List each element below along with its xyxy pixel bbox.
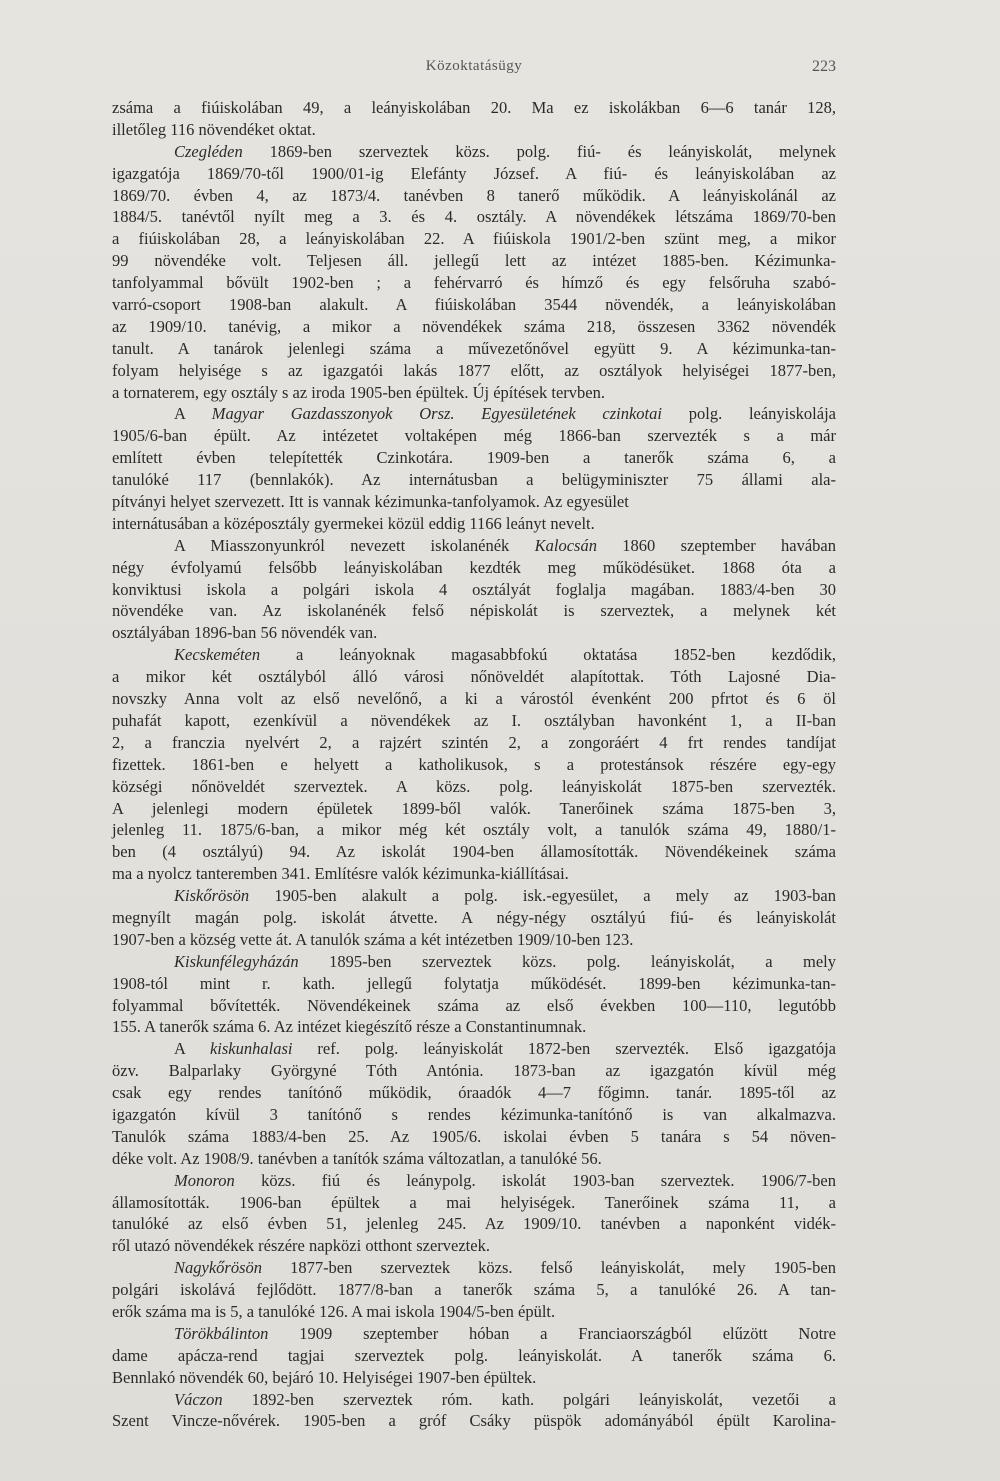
text-line	[112, 1301, 836, 1323]
text-run: megnyílt magán polg. iskolát átvette. A négy-négy osztályú fiú- és leányiskolát	[112, 907, 836, 927]
italic-term: Czegléden	[174, 141, 243, 161]
text-line	[112, 1410, 836, 1432]
text-run: ben (4 osztályú) 94. Az iskolát 1904-ben államosították. Növendékeinek száma	[112, 842, 836, 862]
text-line	[112, 644, 836, 666]
text-line	[112, 666, 836, 688]
text-run: folyammal bővítették. Növendékeinek száma az első években 100—110, legutóbb	[112, 995, 836, 1015]
italic-term: Magyar Gazdasszonyok Orsz. Egyesületének czinkotai	[211, 404, 662, 424]
text-run: folyam helyisége s az igazgatói lakás 1877 előtt, az osztályok helyiségei 1877-ben,	[112, 360, 836, 380]
text-line	[112, 1235, 836, 1257]
text-line	[112, 951, 836, 973]
text-line	[112, 907, 836, 929]
text-run: Tanulók száma 1883/4-ben 25. Az 1905/6. iskolai évben 5 tanára s 54 növen-	[112, 1126, 836, 1146]
text-line	[112, 995, 836, 1017]
text-run: A	[174, 1039, 210, 1059]
text-run: 1909 szeptember hóban a Franciaországból elűzött Notre	[268, 1323, 836, 1343]
italic-term: Kiskőrösön	[174, 886, 250, 906]
text-run: igazgatón kívül 3 tanítónő s rendes kézimunka-tanítónő is van alkalmazva.	[112, 1104, 836, 1124]
text-line	[112, 403, 836, 425]
text-run: Bennlakó növendék 60, bejáró 10. Helyiségei 1907-ben épültek.	[112, 1367, 537, 1387]
text-line	[112, 141, 836, 163]
text-run: konviktusi iskola a polgári iskola 4 osztályát foglalja magában. 1883/4-ben 30	[112, 579, 836, 599]
text-run: 1908-tól mint r. kath. jellegű folytatja működését. 1899-ben kézimunka-tan-	[112, 973, 836, 993]
text-line	[112, 688, 836, 710]
text-line	[112, 163, 836, 185]
text-run: zsáma a fiúiskolában 49, a leányiskolában 20. Ma ez iskolákban 6—6 tanár 128,	[112, 98, 836, 117]
text-line	[112, 1192, 836, 1214]
text-run: a mikor két osztályból álló városi nőnöveldét alapítottak. Tóth Lajosné Dia-	[112, 667, 836, 687]
text-line	[112, 491, 836, 513]
text-line	[112, 1126, 836, 1148]
text-line	[112, 732, 836, 754]
text-line	[112, 1389, 836, 1411]
text-line	[112, 250, 836, 272]
text-line	[112, 1279, 836, 1301]
text-line	[112, 228, 836, 250]
body-text	[112, 97, 836, 1432]
page-number: 223	[812, 58, 836, 75]
text-run: 1907-ben a község vette át. A tanulók száma a két intézetben 1909/10-ben 123.	[112, 929, 634, 949]
text-run: déke volt. Az 1908/9. tanévben a tanítók száma változatlan, a tanulóké 56.	[112, 1148, 602, 1168]
text-run: polgári iskolává fejlődött. 1877/8-ban a tanerők száma 5, a tanulóké 26. A tan-	[112, 1280, 836, 1300]
running-title: Közoktatásügy	[425, 58, 523, 74]
text-run: tanfolyammal bővült 1902-ben ; a fehérvarró és hímző és egy felsőruha szabó-	[112, 273, 836, 293]
text-run: községi nőnöveldét szerveztek. A közs. polg. leányiskolát 1875-ben szervezték.	[112, 776, 836, 796]
text-run: dame apácza-rend tagjai szerveztek polg. leányiskolát. A tanerők száma 6.	[112, 1345, 836, 1365]
text-run: a fiúiskolában 28, a leányiskolában 22. A fiúiskola 1901/2-ben szünt meg, a mikor	[112, 229, 836, 249]
text-run: ma a nyolcz tanteremben 341. Említésre valók kézimunka-kiállításai.	[112, 864, 569, 884]
text-line	[112, 535, 836, 557]
text-run: tanulóké az első évben 51, jelenleg 245. Az 1909/10. tanévben a naponként vidék-	[112, 1214, 836, 1234]
text-line	[112, 425, 836, 447]
text-line	[112, 798, 836, 820]
text-line	[112, 973, 836, 995]
text-line	[112, 1323, 836, 1345]
italic-term: Nagykőrösön	[174, 1258, 262, 1278]
text-run: csak egy rendes tanítónő működik, óraadók 4—7 főgimn. tanár. 1895-től az	[112, 1083, 836, 1103]
text-line	[112, 469, 836, 491]
text-run: a tornaterem, egy osztály s az iroda 1905-ben épültek. Új építések tervben.	[112, 382, 605, 402]
text-line	[112, 1345, 836, 1367]
text-run: özv. Balparlaky Györgyné Tóth Antónia. 1873-ban az igazgatón kívül még	[112, 1061, 836, 1081]
text-line	[112, 819, 836, 841]
text-run: 1892-ben szerveztek róm. kath. polgári leányiskolát, vezetői a	[222, 1389, 836, 1409]
text-line	[112, 929, 836, 951]
text-run: 1869/70. évben 4, az 1873/4. tanévben 8 tanerő működik. A leányiskolánál az	[112, 185, 836, 205]
text-line	[112, 710, 836, 732]
text-run: négy évfolyamú felsőbb leányiskolában kezdték meg működésüket. 1868 óta a	[112, 557, 836, 577]
italic-term: Kecskeméten	[174, 645, 261, 665]
text-line	[112, 754, 836, 776]
text-line	[112, 1082, 836, 1104]
text-run: illetőleg 116 növendéket oktat.	[112, 119, 316, 139]
text-run: 1877-ben szerveztek közs. felső leányiskolát, mely 1905-ben	[262, 1258, 836, 1278]
text-run: tanult. A tanárok jelenlegi száma a művezetőnővel együtt 9. A kézimunka-tan-	[112, 338, 836, 358]
text-line	[112, 622, 836, 644]
italic-term: Kalocsán	[534, 535, 597, 555]
text-run: A Miasszonyunkról nevezett iskolanénék	[174, 535, 535, 555]
text-run: 1905/6-ban épült. Az intézetet voltaképen még 1866-ban szervezték s a már	[112, 426, 836, 446]
text-run: 1895-ben szerveztek közs. polg. leányiskolát, a mely	[298, 951, 836, 971]
text-line	[112, 885, 836, 907]
text-run: 1905-ben alakult a polg. isk.-egyesület, a mely az 1903-ban	[249, 886, 836, 906]
text-line	[112, 841, 836, 863]
text-run: novszky Anna volt az első nevelőnő, a ki a várostól évenként 200 pfrtot és 6 öl	[112, 689, 836, 709]
text-run: az 1909/10. tanévig, a mikor a növendékek száma 218, összesen 3362 növendék	[112, 316, 836, 336]
text-line	[112, 557, 836, 579]
text-run: 99 növendéke volt. Teljesen áll. jellegű lett az intézet 1885-ben. Kézimunka-	[112, 251, 836, 271]
text-line	[112, 447, 836, 469]
text-line	[112, 579, 836, 601]
text-run: Szent Vincze-nővérek. 1905-ben a gróf Csáky püspök adományából épült Karolina-	[112, 1411, 836, 1431]
text-run: ről utazó növendékek részére napközi otthont szerveztek.	[112, 1236, 490, 1256]
text-line	[112, 1060, 836, 1082]
text-line	[112, 294, 836, 316]
text-run: polg. leányiskolája	[661, 404, 836, 424]
text-line	[112, 1367, 836, 1389]
text-line	[112, 119, 836, 141]
text-line	[112, 338, 836, 360]
text-line	[112, 360, 836, 382]
text-run: erők száma ma is 5, a tanulóké 126. A mai iskola 1904/5-ben épült.	[112, 1301, 556, 1321]
text-run: pítványi helyet szervezett. Itt is vannak kézimunka-tanfolyamok. Az egyesület	[112, 492, 629, 512]
text-line	[112, 513, 836, 535]
text-run: tanulóké 117 (bennlakók). Az internátusban a belügyminiszter 75 állami ala-	[112, 470, 836, 490]
text-line	[112, 382, 836, 404]
text-run: fizettek. 1861-ben e helyett a katholikusok, s a protestánsok részére egy-egy	[112, 754, 836, 774]
text-run: jelenleg 11. 1875/6-ban, a mikor még két osztály volt, a tanulók száma 49, 1880/1-	[112, 820, 836, 840]
page-header	[112, 58, 836, 80]
text-run: ref. polg. leányiskolát 1872-ben szervezték. Első igazgatója	[292, 1039, 836, 1059]
text-run: 155. A tanerők száma 6. Az intézet kiegészítő része a Constantinumnak.	[112, 1017, 587, 1037]
text-line	[112, 185, 836, 207]
text-line	[112, 600, 836, 622]
text-run: növendéke van. Az iskolanénék felső népiskolát is szerveztek, a melynek két	[112, 601, 836, 621]
text-line	[112, 316, 836, 338]
italic-term: Monoron	[174, 1170, 235, 1190]
text-line	[112, 1104, 836, 1126]
text-run: 2, a franczia nyelvért 2, a rajzért szintén 2, a zongoráért 4 frt rendes tandíjat	[112, 732, 836, 752]
text-run: közs. fiú és leánypolg. iskolát 1903-ban szerveztek. 1906/7-ben	[234, 1170, 836, 1190]
text-line	[112, 206, 836, 228]
italic-term: kiskunhalasi	[209, 1039, 293, 1059]
text-line	[112, 1148, 836, 1170]
text-run: 1884/5. tanévtől nyílt meg a 3. és 4. osztály. A növendékek létszáma 1869/70-ben	[112, 207, 836, 227]
text-run: államosították. 1906-ban épültek a mai helyiségek. Tanerőinek száma 11, a	[112, 1192, 836, 1212]
italic-term: Váczon	[174, 1389, 223, 1409]
text-run: a leányoknak magasabbfokú oktatása 1852-ben kezdődik,	[260, 645, 836, 665]
text-run: igazgatója 1869/70-től 1900/01-ig Elefánty József. A fiú- és leányiskolában az	[112, 163, 836, 183]
text-line	[112, 863, 836, 885]
text-line	[112, 1016, 836, 1038]
text-line	[112, 1213, 836, 1235]
text-run: puhafát kapott, ezenkívül a növendékek az I. osztályban havonként 1, a II-ban	[112, 710, 836, 730]
text-line	[112, 1170, 836, 1192]
italic-term: Kiskunfélegyházán	[174, 951, 299, 971]
italic-term: Törökbálinton	[174, 1323, 269, 1343]
text-line	[112, 272, 836, 294]
text-line	[112, 97, 836, 119]
text-line	[112, 1257, 836, 1279]
text-run: A	[174, 404, 212, 424]
text-run: A jelenlegi modern épületek 1899-ből valók. Tanerőinek száma 1875-ben 3,	[112, 798, 836, 818]
text-run: 1860 szeptember havában	[596, 535, 836, 555]
text-run: 1869-ben szerveztek közs. polg. fiú- és leányiskolát, melynek	[242, 141, 836, 161]
text-run: említett évben telepítették Czinkotára. 1909-ben a tanerők száma 6, a	[112, 448, 836, 468]
text-line	[112, 776, 836, 798]
text-run: varró-csoport 1908-ban alakult. A fiúiskolában 3544 növendék, a leányiskolában	[112, 295, 836, 315]
text-run: internátusában a középosztály gyermekei közül eddig 1166 leányt nevelt.	[112, 513, 595, 533]
text-run: osztályában 1896-ban 56 növendék van.	[112, 623, 378, 643]
text-line	[112, 1038, 836, 1060]
